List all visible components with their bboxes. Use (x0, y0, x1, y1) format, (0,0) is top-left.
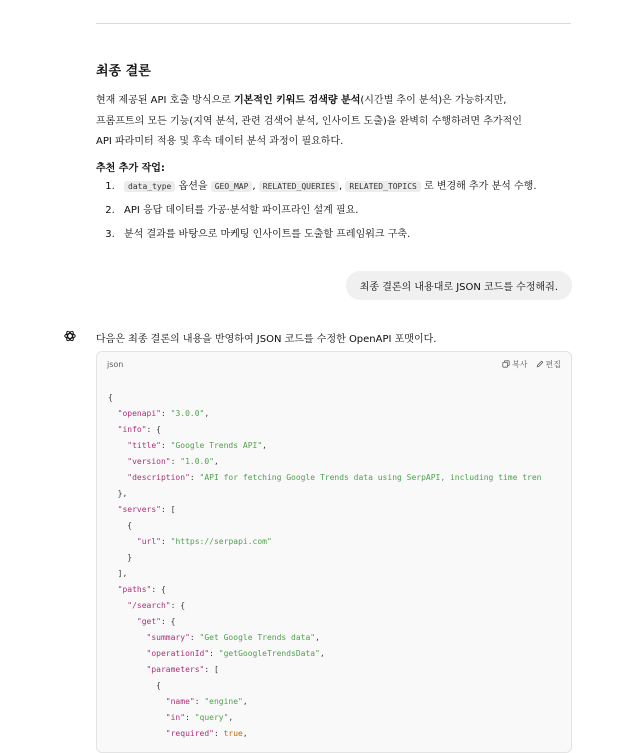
code-string: "3.0.0" (170, 409, 205, 418)
code-key: "name" (165, 697, 195, 706)
list-item-text: 옵션을 (175, 180, 211, 192)
code-line (108, 710, 571, 726)
code-actions (502, 359, 561, 370)
code-line (108, 534, 571, 550)
code-punct (108, 505, 118, 514)
list-item: 3. 분석 결과를 바탕으로 마케팅 인사이트를 도출할 프레임워크 구축. (118, 228, 576, 241)
code-punct: { (108, 521, 133, 530)
assistant-logo-icon (63, 329, 77, 343)
code-punct: : (185, 713, 195, 722)
final-conclusion-section (96, 60, 576, 252)
code-punct (108, 409, 118, 418)
code-key: "version" (127, 457, 171, 466)
code-punct: } (108, 553, 133, 562)
code-line (108, 550, 571, 566)
code-punct: : (189, 633, 200, 642)
code-punct (108, 441, 127, 450)
code-line (108, 454, 571, 470)
code-punct: , (262, 441, 267, 450)
code-punct (108, 649, 147, 658)
code-punct: , (319, 649, 325, 658)
user-message-bubble: 최종 결론의 내용대로 JSON 코드를 수정해줘. (346, 271, 572, 300)
code-punct: , (204, 409, 210, 418)
code-punct: , (213, 457, 219, 466)
code-block (96, 351, 572, 753)
code-punct: : (160, 441, 171, 450)
code-punct: : (194, 697, 205, 706)
code-punct: : (170, 457, 181, 466)
code-string: "https://serpapi.com" (170, 537, 272, 546)
code-key: "servers" (117, 505, 161, 514)
code-punct: }, (108, 489, 128, 498)
code-key: "required" (165, 729, 214, 738)
code-line (108, 518, 571, 534)
sub-heading: 추천 추가 작업: (96, 162, 165, 174)
code-punct: : [ (161, 505, 176, 514)
edit-label: 편집 (545, 359, 561, 369)
code-punct (108, 585, 118, 594)
code-string: "API for fetching Google Trends data using SerpAPI, including time tren (199, 473, 542, 482)
code-punct: : (161, 409, 171, 418)
copy-icon (502, 360, 510, 368)
para-text-bold: 기본적인 키워드 검색량 분석 (233, 95, 361, 106)
code-punct: : { (161, 617, 176, 626)
code-string: "query" (194, 713, 229, 722)
conclusion-paragraph (96, 91, 576, 153)
code-punct (108, 473, 127, 482)
inline-code: GEO_MAP (211, 181, 253, 192)
code-key: "in" (165, 713, 186, 722)
code-line (108, 614, 571, 630)
code-block-header (97, 352, 571, 376)
code-key: "/search" (127, 601, 171, 610)
code-boolean: true (223, 729, 243, 738)
code-key: "openapi" (117, 409, 161, 418)
code-line (108, 422, 571, 438)
code-punct: : (213, 729, 224, 738)
code-punct (108, 601, 127, 610)
code-line (108, 694, 571, 710)
code-line (108, 678, 571, 694)
code-line (108, 438, 571, 454)
code-punct: , (242, 729, 248, 738)
code-punct: : [ (204, 665, 219, 674)
code-key: "parameters" (146, 665, 205, 674)
para-text-line2: 프롬프트의 모든 기능(지역 분석, 관련 검색어 분석, 인사이트 도출)을 완벽히 수행하려면 추가적인 (96, 115, 522, 127)
code-line (108, 470, 571, 486)
code-string: "Get Google Trends data" (199, 633, 316, 642)
code-line (108, 486, 571, 502)
code-punct: , (228, 713, 234, 722)
code-string: "getGoogleTrendsData" (218, 649, 320, 658)
code-punct (108, 713, 166, 722)
code-line (108, 406, 571, 422)
code-punct (108, 729, 166, 738)
code-language-label: json (107, 359, 124, 369)
code-punct: , (315, 633, 320, 642)
code-punct (108, 633, 147, 642)
code-punct (108, 617, 137, 626)
edit-pencil-icon (536, 360, 544, 368)
code-key: "paths" (117, 585, 152, 594)
code-punct: { (108, 393, 113, 402)
code-punct (108, 457, 127, 466)
para-text-line3: API 파라미터 적용 및 후속 데이터 분석 과정이 필요하다. (96, 136, 344, 147)
copy-label: 복사 (512, 359, 528, 369)
code-punct: : { (146, 425, 161, 434)
list-item-text: , (339, 180, 346, 192)
inline-code: RELATED_TOPICS (345, 181, 420, 192)
list-item (118, 180, 576, 193)
code-line (108, 726, 571, 742)
code-line (108, 662, 571, 678)
code-key: "operationId" (146, 649, 210, 658)
inline-code: data_type (124, 181, 175, 192)
code-punct (108, 665, 147, 674)
code-punct: : (189, 473, 200, 482)
code-punct: ], (108, 569, 128, 578)
copy-button[interactable] (502, 359, 527, 370)
edit-button[interactable] (536, 359, 561, 370)
code-punct (108, 697, 166, 706)
code-key: "title" (127, 441, 161, 450)
code-punct: : { (151, 585, 166, 594)
code-punct (108, 537, 137, 546)
para-text-pre: 현재 제공된 API 호출 방식으로 (96, 95, 234, 106)
code-string: "Google Trends API" (170, 441, 263, 450)
list-item-text: 로 변경해 추가 분석 수행. (420, 180, 537, 192)
recommended-tasks-list (96, 180, 576, 241)
code-content (97, 376, 571, 742)
list-item-text: , (252, 180, 259, 192)
code-line (108, 390, 571, 406)
para-text-mid: (시간별 추이 분석)은 가능하지만, (360, 95, 507, 106)
code-string: "engine" (204, 697, 243, 706)
code-punct: { (108, 681, 161, 690)
code-key: "info" (117, 425, 147, 434)
code-punct (108, 425, 118, 434)
inline-code: RELATED_QUERIES (259, 181, 339, 192)
code-line (108, 566, 571, 582)
code-punct: : (209, 649, 219, 658)
code-line (108, 582, 571, 598)
code-key: "get" (136, 617, 161, 626)
code-punct: : { (170, 601, 186, 610)
section-heading: 최종 결론 (96, 64, 151, 79)
top-divider (96, 23, 571, 24)
code-line (108, 502, 571, 518)
code-punct: , (242, 697, 248, 706)
code-string: "1.0.0" (180, 457, 214, 466)
list-item: 2. API 응답 데이터를 가공·분석할 파이프라인 설계 필요. (118, 204, 576, 217)
code-key: "description" (127, 473, 190, 482)
assistant-intro-text: 다음은 최종 결론의 내용을 반영하여 JSON 코드를 수정한 OpenAPI 포맷이다. (96, 334, 437, 345)
code-line (108, 598, 571, 614)
code-key: "summary" (146, 633, 190, 642)
code-line (108, 646, 571, 662)
code-key: "url" (136, 537, 161, 546)
code-line (108, 630, 571, 646)
code-punct: : (161, 537, 171, 546)
